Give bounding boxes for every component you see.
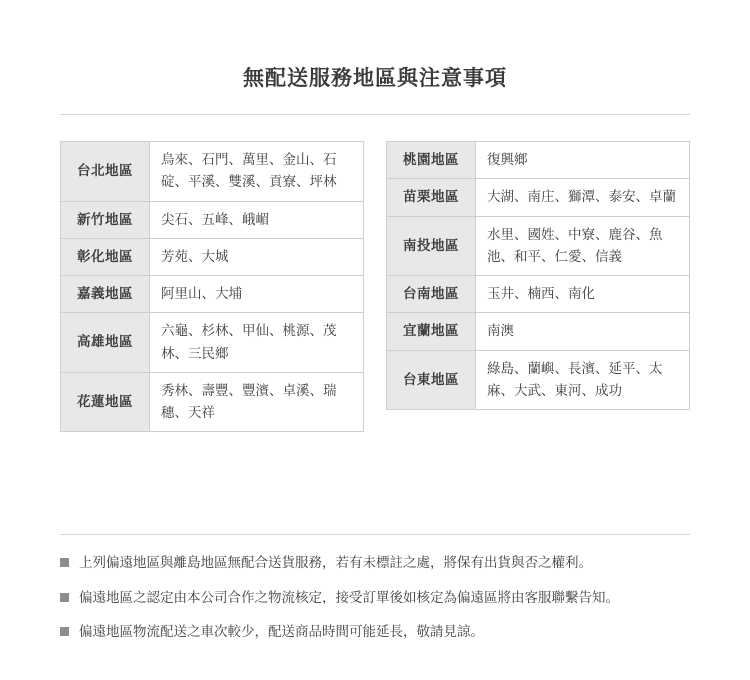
note-text: 上列偏遠地區與離島地區無配合送貨服務，若有未標註之處，將保有出貨與否之權利。 [79, 555, 592, 572]
region-areas: 芳苑、大城 [150, 238, 364, 275]
region-areas: 六龜、杉林、甲仙、桃源、茂林、三民鄉 [150, 313, 364, 373]
region-areas: 烏來、石門、萬里、金山、石碇、平溪、雙溪、貢寮、坪林 [150, 142, 364, 202]
list-item [60, 553, 690, 575]
table-row [387, 142, 690, 179]
region-label: 苗栗地區 [387, 179, 476, 216]
region-areas: 水里、國姓、中寮、鹿谷、魚池、和平、仁愛、信義 [476, 216, 690, 276]
region-label: 台北地區 [61, 142, 150, 202]
region-label: 台東地區 [387, 350, 476, 410]
region-areas: 綠島、蘭嶼、長濱、延平、太麻、大武、東河、成功 [476, 350, 690, 410]
note-text: 偏遠地區物流配送之車次較少，配送商品時間可能延長，敬請見諒。 [79, 624, 484, 641]
square-bullet-icon [60, 627, 69, 636]
region-areas: 秀林、壽豐、豐濱、卓溪、瑞穗、天祥 [150, 372, 364, 432]
region-label: 宜蘭地區 [387, 313, 476, 350]
page-title: 無配送服務地區與注意事項 [243, 66, 507, 90]
table-row [387, 350, 690, 410]
region-label: 桃園地區 [387, 142, 476, 179]
region-areas: 尖石、五峰、峨嵋 [150, 201, 364, 238]
right-region-column [375, 141, 690, 410]
table-row [387, 179, 690, 216]
region-label: 新竹地區 [61, 201, 150, 238]
square-bullet-icon [60, 593, 69, 602]
region-areas: 玉井、楠西、南化 [476, 276, 690, 313]
region-areas: 大湖、南庄、獅潭、泰安、卓蘭 [476, 179, 690, 216]
region-areas: 南澳 [476, 313, 690, 350]
table-row [61, 238, 364, 275]
title-divider [60, 114, 690, 115]
table-row [387, 276, 690, 313]
region-label: 台南地區 [387, 276, 476, 313]
table-row [61, 313, 364, 373]
region-areas: 復興鄉 [476, 142, 690, 179]
list-item [60, 588, 690, 610]
region-tables [60, 141, 690, 432]
region-label: 彰化地區 [61, 238, 150, 275]
left-region-table [60, 141, 364, 432]
table-row [61, 276, 364, 313]
table-row [61, 372, 364, 432]
table-row [387, 313, 690, 350]
left-region-column [60, 141, 375, 432]
note-text: 偏遠地區之認定由本公司合作之物流核定，接受訂單後如核定為偏遠區將由客服聯繫告知。 [79, 589, 619, 606]
region-label: 南投地區 [387, 216, 476, 276]
right-region-table [386, 141, 690, 410]
table-row [61, 142, 364, 202]
region-label: 花蓮地區 [61, 372, 150, 432]
table-row [61, 201, 364, 238]
table-row [387, 216, 690, 276]
region-areas: 阿里山、大埔 [150, 276, 364, 313]
region-label: 嘉義地區 [61, 276, 150, 313]
notes-divider [60, 534, 690, 535]
notes-section [60, 534, 690, 644]
square-bullet-icon [60, 558, 69, 567]
list-item [60, 622, 690, 644]
region-label: 高雄地區 [61, 313, 150, 373]
